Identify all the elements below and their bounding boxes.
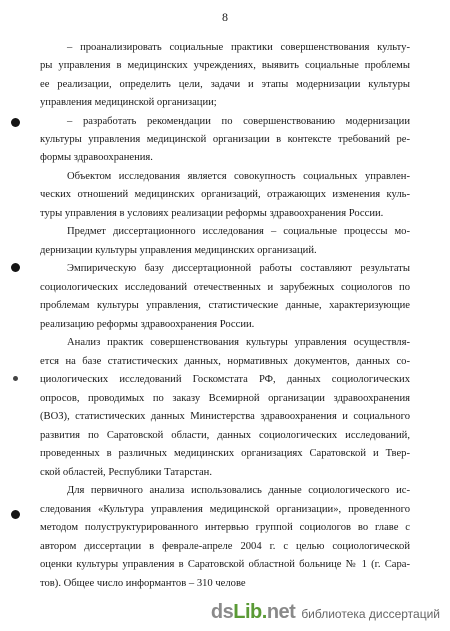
logo-dot: . [261,600,267,623]
text-line: ской областей, Республики Татарстан. [40,467,213,478]
text-line: следования «Культура управления медицинской организации», проведенного [40,504,410,515]
text-line: Для первичного анализа использовались данные социологического ис- [67,485,410,496]
text-line: проблемам культуры управления, статистические данные, характеризующие [40,300,410,311]
watermark-caption: библиотека диссертаций [301,607,440,621]
text-line: – проанализировать социальные практики совершенствования культу- [67,42,410,53]
text-line: реализацию реформы здравоохранения России. [40,319,255,330]
text-line: тов). Общее число информантов – 310 челове [40,578,246,589]
text-line: ется на базе статистических данных, нормативных документов, данных со- [40,356,410,367]
text-line: Эмпирическую базу диссертационной работы составляют результаты [67,263,410,274]
text-line: ческих отношений медицинских организаций, отражающих изменения куль- [40,189,410,200]
text-line: методом полуструктурированного интервью группой социологов во главе с [40,522,410,533]
text-line: проведенных в различных медицинских организациях Саратовской и Твер- [40,448,410,459]
dslib-logo [211,601,295,624]
text-line: ры управления в медицинских учреждениях, выявить социальные проблемы [40,60,410,71]
binding-hole [11,263,20,272]
text-line: дернизации культуры управления медицинских организаций. [40,245,317,256]
logo-ds: ds [210,600,234,623]
logo-net: net [266,600,296,623]
text-line: опросов, проводимых по заказу Всемирной организации здравоохранения [40,393,410,404]
text-line: оценки культуры управления в Саратовской областной больнице № 1 (г. Сара- [40,559,410,570]
binding-hole [11,510,20,519]
text-line: формы здравоохранения. [40,152,153,163]
text-line: культуры управления медицинской организации в контексте требований ре- [40,134,410,145]
text-line: – разработать рекомендации по совершенствованию модернизации [67,116,410,127]
text-line: социологических исследований отечественных и зарубежных социологов по [40,282,410,293]
watermark[interactable] [209,597,444,627]
text-line: управления медицинской организации; [40,97,217,108]
logo-lib: Lib [233,600,262,623]
text-line: Объектом исследования является совокупность социальных управлен- [67,171,410,182]
text-line: туры управления в условиях реализации реформы здравоохранения России. [40,208,384,219]
text-line: автором диссертации в феврале-апреле 2004 г. с целью социологической [40,541,410,552]
binding-hole [13,376,18,381]
page-number: 8 [222,10,228,24]
text-line: ее реализации, определить цели, задачи и этапы модернизации культуры [40,79,410,90]
text-line: развития по Саратовской области, данных социологических исследований, [40,430,410,441]
binding-hole [11,118,20,127]
text-line: Предмет диссертационного исследования – социальные процессы мо- [67,226,410,237]
text-line: Анализ практик совершенствования культуры управления осуществля- [67,337,410,348]
text-line: (ВОЗ), статистических данных Министерства здравоохранения и социального [40,411,410,422]
text-line: циологических исследований Госкомстата РФ, данных социологических [40,374,410,385]
